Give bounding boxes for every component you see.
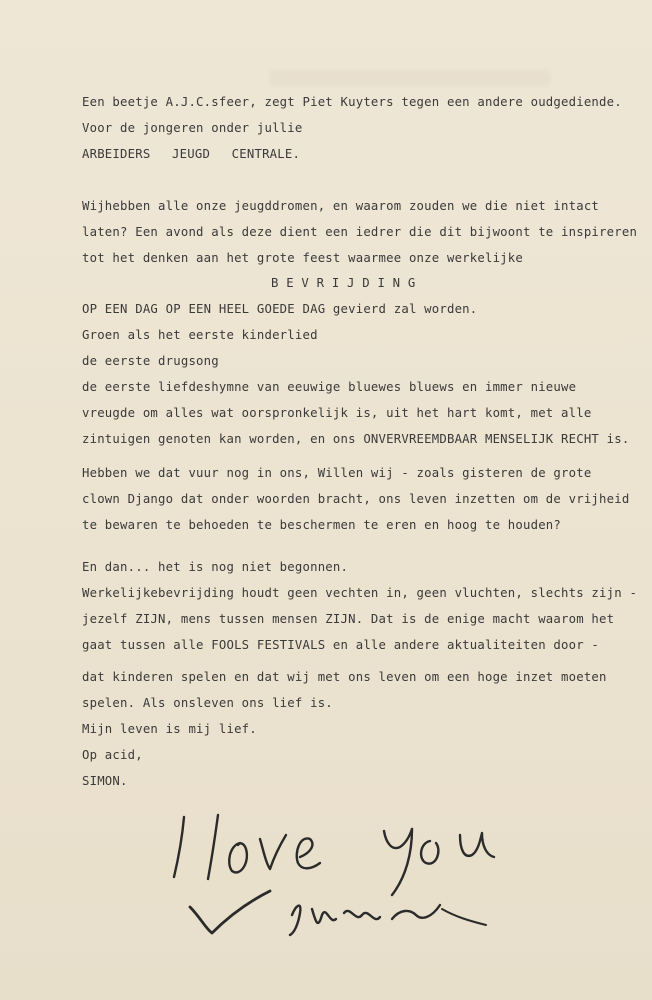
text-line: laten? Een avond als deze dient een iedrer die dit bijwoont te inspireren: [82, 225, 638, 239]
text-line: Mijn leven is mij lief.: [82, 722, 257, 736]
text-line: Groen als het eerste kinderlied: [82, 328, 318, 342]
text-line: spelen. Als onsleven ons lief is.: [82, 696, 333, 710]
text-line: zintuigen genoten kan worden, en ons ONVERVREEMDBAAR MENSELIJK RECHT is.: [82, 432, 630, 446]
text-line: En dan... het is nog niet begonnen.: [82, 560, 349, 574]
text-line: Werkelijkebevrijding houdt geen vechten in, geen vluchten, slechts zijn -: [82, 586, 638, 600]
text-line: te bewaren te behoeden te beschermen te eren en hoog te houden?: [82, 518, 562, 532]
handwritten-signature: [160, 805, 540, 965]
text-line: Op acid,: [82, 748, 143, 762]
text-line: de eerste liefdeshymne van eeuwige bluewes bluews en immer nieuwe: [82, 380, 577, 394]
text-line-bevrijding: B E V R I J D I N G: [271, 276, 416, 290]
text-line: jezelf ZIJN, mens tussen mensen ZIJN. Dat is de enige macht waarom het: [82, 612, 615, 626]
text-line: Een beetje A.J.C.sfeer, zegt Piet Kuyters tegen een andere oudgediende.: [82, 95, 622, 109]
text-line: OP EEN DAG OP EEN HEEL GOEDE DAG gevierd zal worden.: [82, 302, 478, 316]
text-line: de eerste drugsong: [82, 354, 219, 368]
text-line: tot het denken aan het grote feest waarmee onze werkelijke: [82, 251, 523, 265]
text-line: Voor de jongeren onder jullie: [82, 121, 303, 135]
text-line: gaat tussen alle FOOLS FESTIVALS en alle andere aktualiteiten door -: [82, 638, 600, 652]
text-line: Hebben we dat vuur nog in ons, Willen wij - zoals gisteren de grote: [82, 466, 592, 480]
text-line-signoff: SIMON.: [82, 774, 128, 788]
text-line: Wijhebben alle onze jeugddromen, en waarom zouden we die niet intact: [82, 199, 600, 213]
text-line: clown Django dat onder woorden bracht, ons leven inzetten om de vrijheid: [82, 492, 630, 506]
paper-shadow: [270, 70, 550, 86]
text-line: vreugde om alles wat oorspronkelijk is, uit het hart komt, met alle: [82, 406, 592, 420]
text-line: dat kinderen spelen en dat wij met ons leven om een hoge inzet moeten: [82, 670, 607, 684]
text-line: ARBEIDERS JEUGD CENTRALE.: [82, 147, 301, 161]
